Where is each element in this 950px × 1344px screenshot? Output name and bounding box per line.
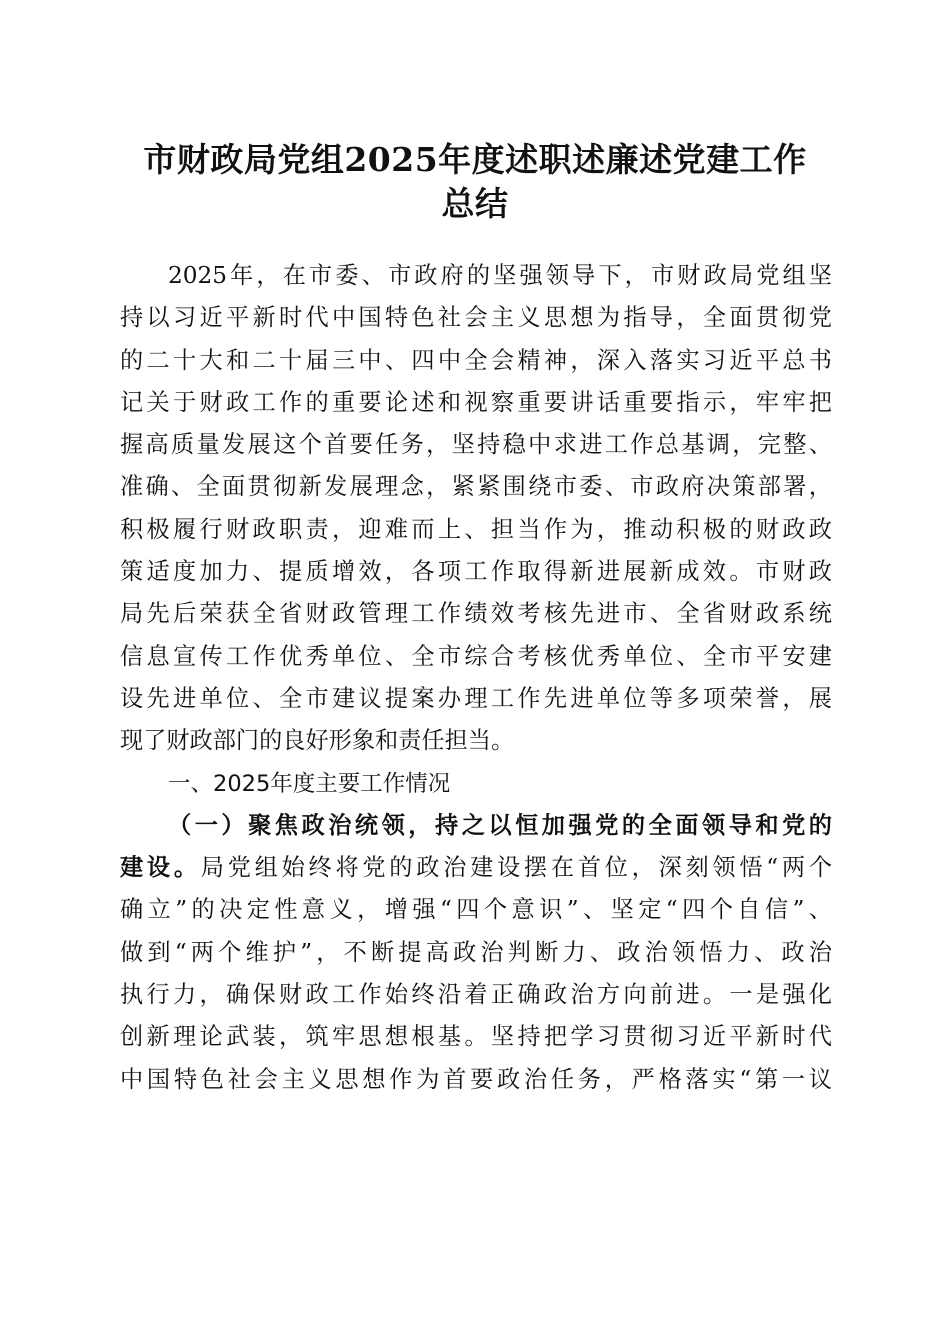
para2-line: 中国特色社会主义思想作为首要政治任务，严格落实“第一议 xyxy=(120,1065,832,1093)
subsection-title-part2: 建设。 xyxy=(120,854,201,882)
document-body xyxy=(120,255,832,1101)
intro-line: 积极履行财政职责，迎难而上、担当作为，推动积极的财政政 xyxy=(120,515,832,543)
subsection-title-part1: （一）聚焦政治统领，持之以恒加强党的全面领导和党的 xyxy=(168,811,832,839)
intro-line: 的二十大和二十届三中、四中全会精神，深入落实习近平总书 xyxy=(120,346,832,374)
para2-line: 执行力，确保财政工作始终沿着正确政治方向前进。一是强化 xyxy=(120,981,832,1009)
intro-line: 局先后荣获全省财政管理工作绩效考核先进市、全省财政系统 xyxy=(120,600,832,628)
title-line-2: 总结 xyxy=(441,184,509,223)
title-line-1: 市财政局党组2025年度述职述廉述党建工作 xyxy=(143,140,807,179)
section-heading: 一、2025年度主要工作情况 xyxy=(168,770,451,797)
para2-line: 创新理论武装，筑牢思想根基。坚持把学习贯彻习近平新时代 xyxy=(120,1023,832,1051)
intro-line: 设先进单位、全市建议提案办理工作先进单位等多项荣誉，展 xyxy=(120,684,832,712)
para2-line: 确立”的决定性意义，增强“四个意识”、坚定“四个自信”、 xyxy=(120,896,832,924)
intro-line: 握高质量发展这个首要任务，坚持稳中求进工作总基调，完整、 xyxy=(120,431,832,459)
document-title xyxy=(110,138,840,226)
intro-line: 记关于财政工作的重要论述和视察重要讲话重要指示，牢牢把 xyxy=(120,388,832,416)
intro-line: 信息宣传工作优秀单位、全市综合考核优秀单位、全市平安建 xyxy=(120,642,832,670)
intro-line: 现了财政部门的良好形象和责任担当。 xyxy=(120,727,515,755)
intro-line: 准确、全面贯彻新发展理念，紧紧围绕市委、市政府决策部署， xyxy=(120,473,832,501)
intro-line: 策适度加力、提质增效，各项工作取得新进展新成效。市财政 xyxy=(120,558,832,586)
para2-first-line xyxy=(120,847,832,889)
intro-line: 持以习近平新时代中国特色社会主义思想为指导，全面贯彻党 xyxy=(120,304,832,332)
para2-line1-rest: 局党组始终将党的政治建设摆在首位，深刻领悟“两个 xyxy=(200,854,833,882)
para2-line: 做到“两个维护”，不断提高政治判断力、政治领悟力、政治 xyxy=(120,938,832,966)
intro-line: 2025年，在市委、市政府的坚强领导下，市财政局党组坚 xyxy=(168,262,832,289)
